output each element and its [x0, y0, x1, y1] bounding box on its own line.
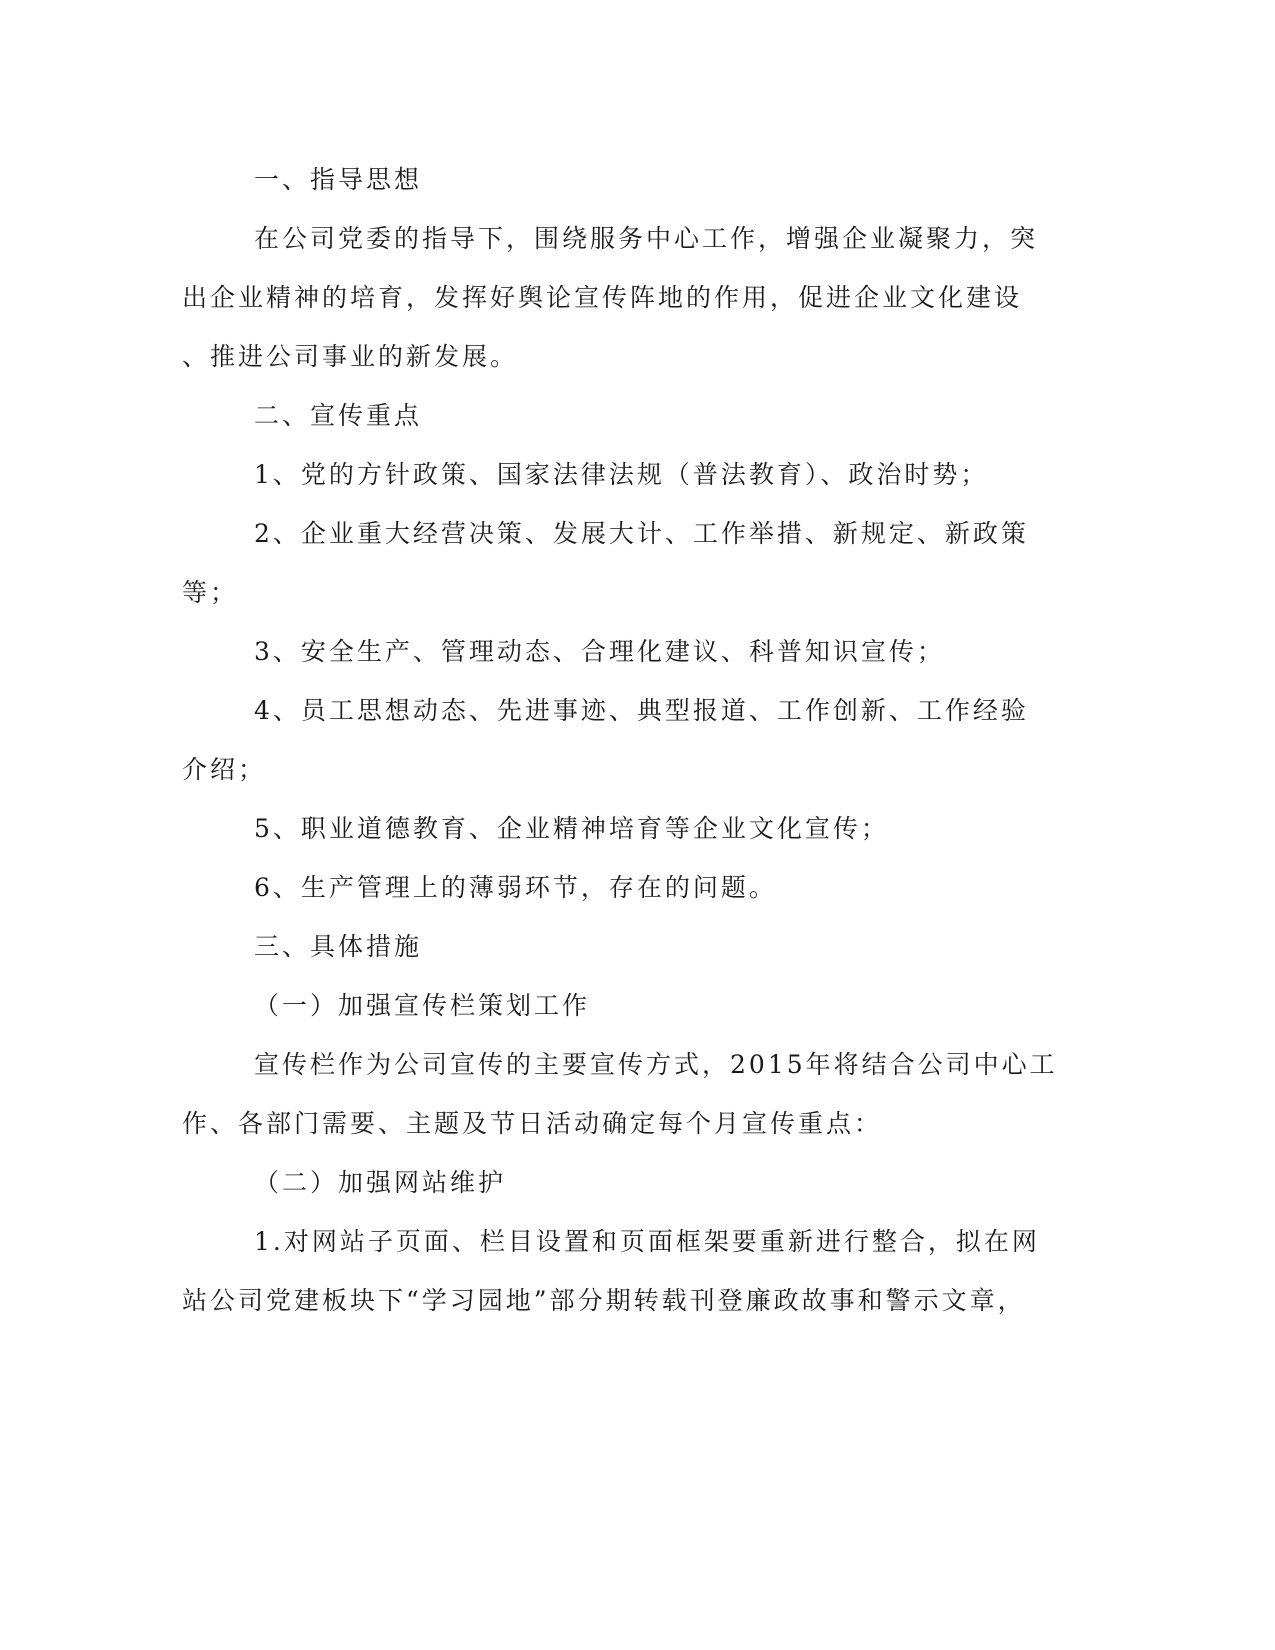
list-item: 2、企业重大经营决策、发展大计、工作举措、新规定、新政策	[254, 519, 1029, 548]
list-item: 6、生产管理上的薄弱环节，存在的问题。	[254, 873, 777, 902]
heading-guiding-ideology: 一、指导思想	[254, 165, 423, 194]
paragraph-line: 宣传栏作为公司宣传的主要宣传方式，2015年将结合公司中心工	[254, 1050, 1058, 1079]
subheading-bulletin-board: （一）加强宣传栏策划工作	[254, 991, 591, 1020]
paragraph-line: 在公司党委的指导下，围绕服务中心工作，增强企业凝聚力，突	[254, 224, 1039, 253]
paragraph-line: 、推进公司事业的新发展。	[182, 342, 519, 371]
paragraph-line: 出企业精神的培育，发挥好舆论宣传阵地的作用，促进企业文化建设	[182, 283, 1023, 312]
list-item-continuation: 等；	[182, 578, 239, 607]
heading-publicity-focus: 二、宣传重点	[254, 401, 423, 430]
heading-specific-measures: 三、具体措施	[254, 932, 423, 961]
paragraph-line: 1.对网站子页面、栏目设置和页面框架要重新进行整合，拟在网	[254, 1227, 1040, 1256]
list-item: 3、安全生产、管理动态、合理化建议、科普知识宣传；	[254, 637, 945, 666]
paragraph-line: 站公司党建板块下“学习园地”部分期转载刊登廉政故事和警示文章，	[182, 1286, 1026, 1315]
subheading-website-maintenance: （二）加强网站维护	[254, 1168, 507, 1197]
list-item: 5、职业道德教育、企业精神培育等企业文化宣传；	[254, 814, 889, 843]
list-item-continuation: 介绍；	[182, 755, 267, 784]
list-item: 1、党的方针政策、国家法律法规（普法教育）、政治时势；	[254, 460, 989, 489]
list-item: 4、员工思想动态、先进事迹、典型报道、工作创新、工作经验	[254, 696, 1029, 725]
paragraph-line: 作、各部门需要、主题及节日活动确定每个月宣传重点：	[182, 1109, 883, 1138]
